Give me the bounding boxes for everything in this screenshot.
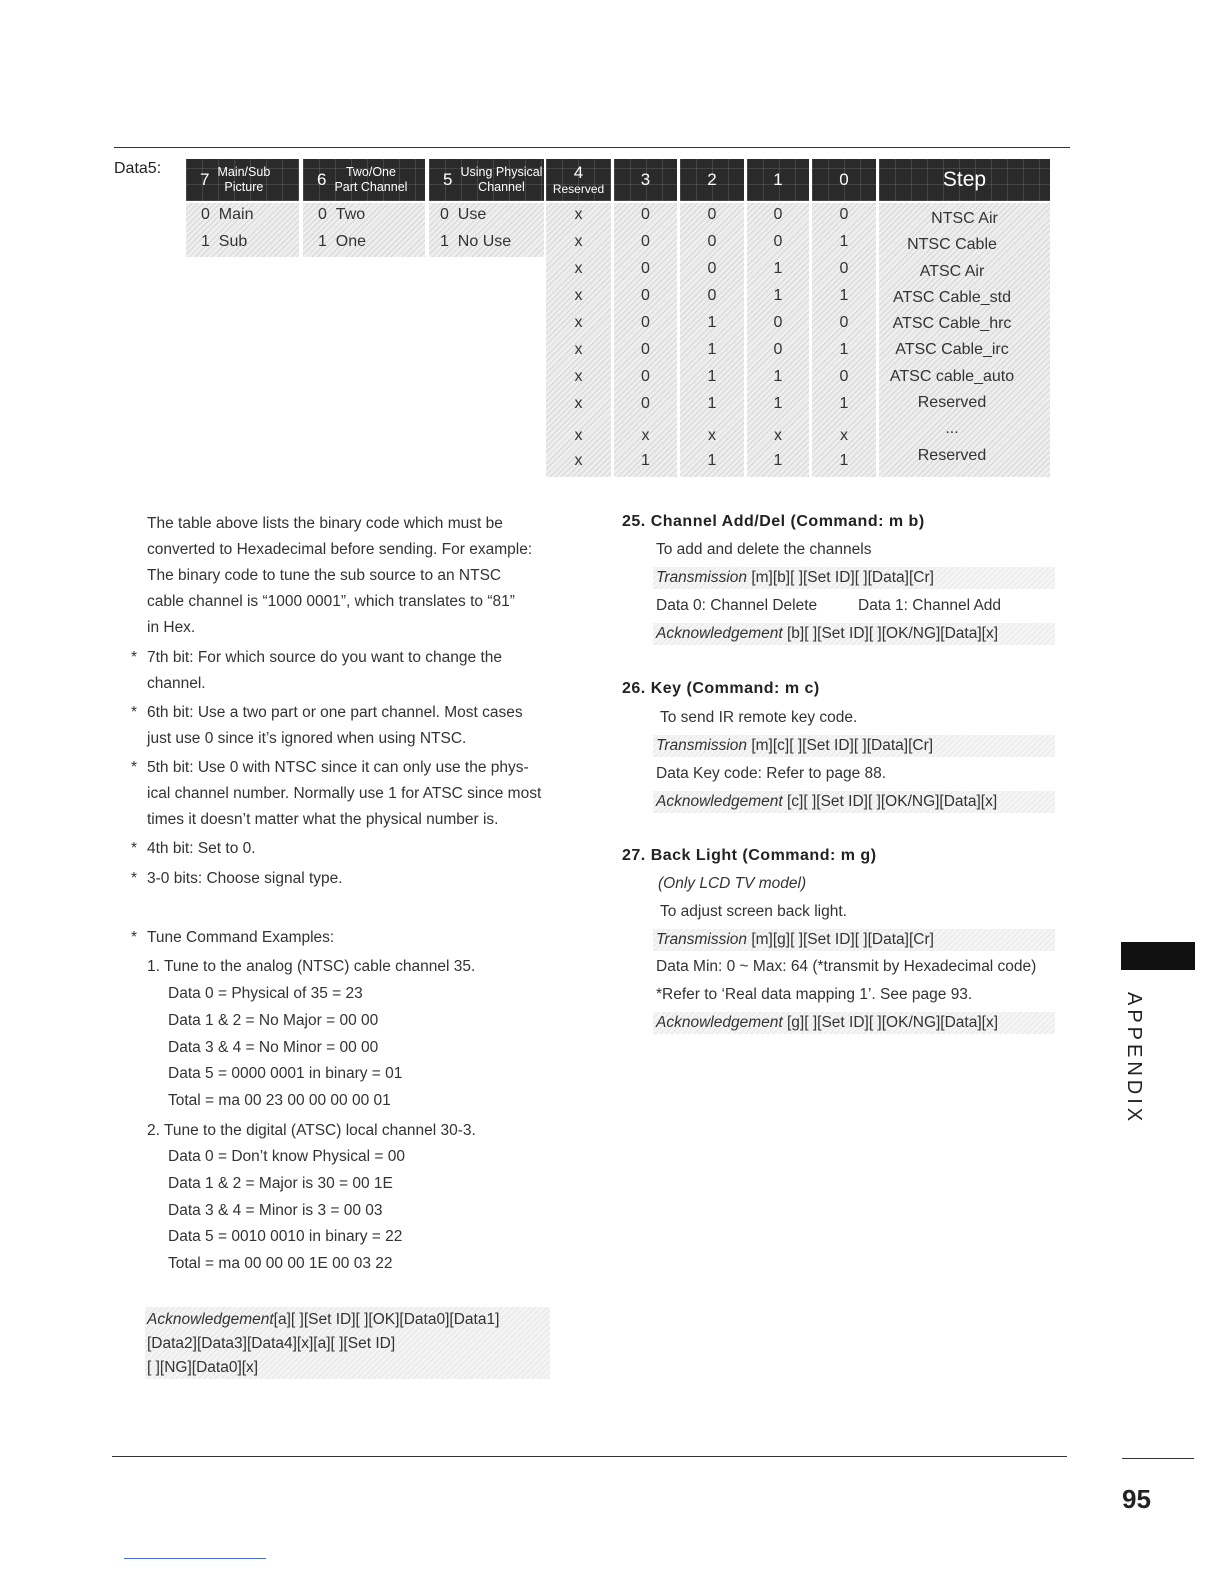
- header-bit-6: [303, 159, 425, 201]
- header-bit-7: [186, 159, 299, 201]
- header-bit-3: [614, 159, 677, 201]
- section-27-transmission: [656, 927, 934, 953]
- intro-line: The binary code to tune the sub source to an NTSC: [147, 567, 502, 584]
- section-25-data1: Data 1: Channel Add: [858, 597, 1002, 614]
- col5-option-0: 0 Use: [440, 206, 487, 223]
- header-step: [879, 159, 1050, 201]
- example-line: Data 1 & 2 = No Major = 00 00: [168, 1012, 379, 1029]
- col6-option-1: 1 One: [318, 233, 367, 250]
- header-bit-2: [680, 159, 744, 201]
- section-25-transmission: [656, 565, 934, 591]
- example-line: Total = ma 00 00 00 1E 00 03 22: [168, 1255, 393, 1272]
- transmission-label: Transmission: [656, 737, 748, 754]
- header-number: 1: [773, 170, 783, 189]
- bullet-star: *: [131, 929, 138, 946]
- header-number: 2: [707, 170, 717, 189]
- transmission-label: Transmission: [656, 569, 748, 586]
- appendix-tab-marker: [1121, 942, 1195, 970]
- example-1-title: 1. Tune to the analog (NTSC) cable channel 35.: [147, 958, 476, 975]
- ack-label: Acknowledgement: [147, 1311, 274, 1328]
- col6-option-0: 0 Two: [318, 206, 366, 223]
- transmission-label: Transmission: [656, 931, 748, 948]
- example-line: Data 5 = 0000 0001 in binary = 01: [168, 1065, 403, 1082]
- ack-label: Acknowledgement: [656, 793, 783, 810]
- section-25-title: 25. Channel Add/Del (Command: m b): [622, 513, 925, 530]
- header-label: Reserved: [552, 182, 605, 196]
- section-27-note: (Only LCD TV model): [658, 875, 807, 892]
- bullet-star: *: [131, 704, 138, 721]
- footer-link-line: [124, 1558, 266, 1559]
- section-27-ack: [656, 1010, 998, 1036]
- bullet-line: times it doesn’t matter what the physical number is.: [147, 811, 499, 828]
- header-number: 7: [200, 170, 210, 189]
- section-25-data0: Data 0: Channel Delete: [656, 597, 818, 614]
- example-line: Data 0 = Physical of 35 = 23: [168, 985, 363, 1002]
- section-25-desc: To add and delete the channels: [656, 541, 872, 558]
- ack-label: Acknowledgement: [656, 1014, 783, 1031]
- transmission-text: [m][b][ ][Set ID][ ][Data][Cr]: [751, 569, 934, 586]
- bullet-line: 7th bit: For which source do you want to change the: [147, 649, 502, 666]
- header-number: 5: [443, 170, 453, 189]
- ack-line-2: [Data2][Data3][Data4][x][a][ ][Set ID]: [147, 1335, 396, 1352]
- example-2-title: 2. Tune to the digital (ATSC) local channel 30-3.: [147, 1122, 476, 1139]
- bullet-line: ical channel number. Normally use 1 for ATSC since most: [147, 785, 542, 802]
- col7-option-0: 0 Main: [201, 206, 254, 223]
- section-27-refer: *Refer to ‘Real data mapping 1’. See page 93.: [656, 986, 973, 1003]
- bottom-rule: [112, 1456, 1067, 1457]
- section-27-title: 27. Back Light (Command: m g): [622, 847, 877, 864]
- example-line: Data 3 & 4 = Minor is 3 = 00 03: [168, 1202, 383, 1219]
- section-27-desc: To adjust screen back light.: [660, 903, 847, 920]
- ack-label: Acknowledgement: [656, 625, 783, 642]
- ack-line-3: [ ][NG][Data0][x]: [147, 1359, 259, 1376]
- example-line: Data 5 = 0010 0010 in binary = 22: [168, 1228, 403, 1245]
- intro-line: in Hex.: [147, 619, 196, 636]
- intro-line: converted to Hexadecimal before sending. For example:: [147, 541, 533, 558]
- header-label: Channel: [478, 180, 525, 194]
- header-label: Part Channel: [334, 180, 408, 194]
- example-line: Data 1 & 2 = Major is 30 = 00 1E: [168, 1175, 393, 1192]
- header-bit-5: [429, 159, 544, 201]
- header-number: 4: [573, 163, 584, 182]
- section-26-ack: [656, 789, 997, 815]
- intro-line: cable channel is “1000 0001”, which translates to “81”: [147, 593, 515, 610]
- header-bit-0: [812, 159, 876, 201]
- header-number: 0: [839, 170, 849, 189]
- side-bottom-rule: [1122, 1458, 1194, 1459]
- example-line: Data 0 = Don’t know Physical = 00: [168, 1148, 405, 1165]
- transmission-text: [m][g][ ][Set ID][ ][Data][Cr]: [751, 931, 934, 948]
- bullet-star: *: [131, 840, 138, 857]
- appendix-label: APPENDIX: [1123, 992, 1145, 1126]
- header-label: Main/Sub: [217, 165, 271, 179]
- ack-line-1: [147, 1307, 499, 1333]
- col7-option-1: 1 Sub: [201, 233, 248, 250]
- page-number: 95: [1122, 1484, 1151, 1514]
- section-26-title: 26. Key (Command: m c): [622, 680, 820, 697]
- header-number: Step: [942, 168, 987, 191]
- tune-title: Tune Command Examples:: [147, 929, 335, 946]
- top-rule: [114, 147, 1070, 148]
- bullet-line: channel.: [147, 675, 206, 692]
- header-number: 6: [317, 170, 327, 189]
- header-label: Two/One: [345, 165, 396, 179]
- bullet-line: 3-0 bits: Choose signal type.: [147, 870, 343, 887]
- ack-text: [a][ ][Set ID][ ][OK][Data0][Data1]: [273, 1311, 500, 1328]
- data5-label: Data5:: [114, 160, 162, 177]
- bullet-line: 4th bit: Set to 0.: [147, 840, 256, 857]
- header-bit-4: [546, 159, 611, 201]
- section-27-data: Data Min: 0 ~ Max: 64 (*transmit by Hexadecimal code): [656, 958, 1037, 975]
- col5-option-1: 1 No Use: [440, 233, 512, 250]
- header-label: Using Physical: [460, 165, 543, 179]
- ack-text: [c][ ][Set ID][ ][OK/NG][Data][x]: [786, 793, 998, 810]
- bullet-star: *: [131, 759, 138, 776]
- section-26-desc: To send IR remote key code.: [660, 709, 858, 726]
- ack-text: [g][ ][Set ID][ ][OK/NG][Data][x]: [786, 1014, 999, 1031]
- bullet-line: 5th bit: Use 0 with NTSC since it can only use the phys-: [147, 759, 529, 776]
- header-number: 3: [640, 170, 651, 189]
- header-label: Picture: [224, 180, 264, 194]
- bullet-star: *: [131, 870, 138, 887]
- section-26-data: Data Key code: Refer to page 88.: [656, 765, 887, 782]
- section-26-transmission: [656, 733, 933, 759]
- ack-text: [b][ ][Set ID][ ][OK/NG][Data][x]: [786, 625, 999, 642]
- section-25-ack: [656, 621, 998, 647]
- transmission-text: [m][c][ ][Set ID][ ][Data][Cr]: [751, 737, 934, 754]
- example-line: Total = ma 00 23 00 00 00 00 01: [168, 1092, 391, 1109]
- bullet-line: 6th bit: Use a two part or one part channel. Most cases: [147, 704, 523, 721]
- header-bit-1: [747, 159, 809, 201]
- example-line: Data 3 & 4 = No Minor = 00 00: [168, 1039, 379, 1056]
- bullet-star: *: [131, 649, 138, 666]
- intro-line: The table above lists the binary code which must be: [147, 515, 503, 532]
- bullet-line: just use 0 since it’s ignored when using NTSC.: [147, 730, 467, 747]
